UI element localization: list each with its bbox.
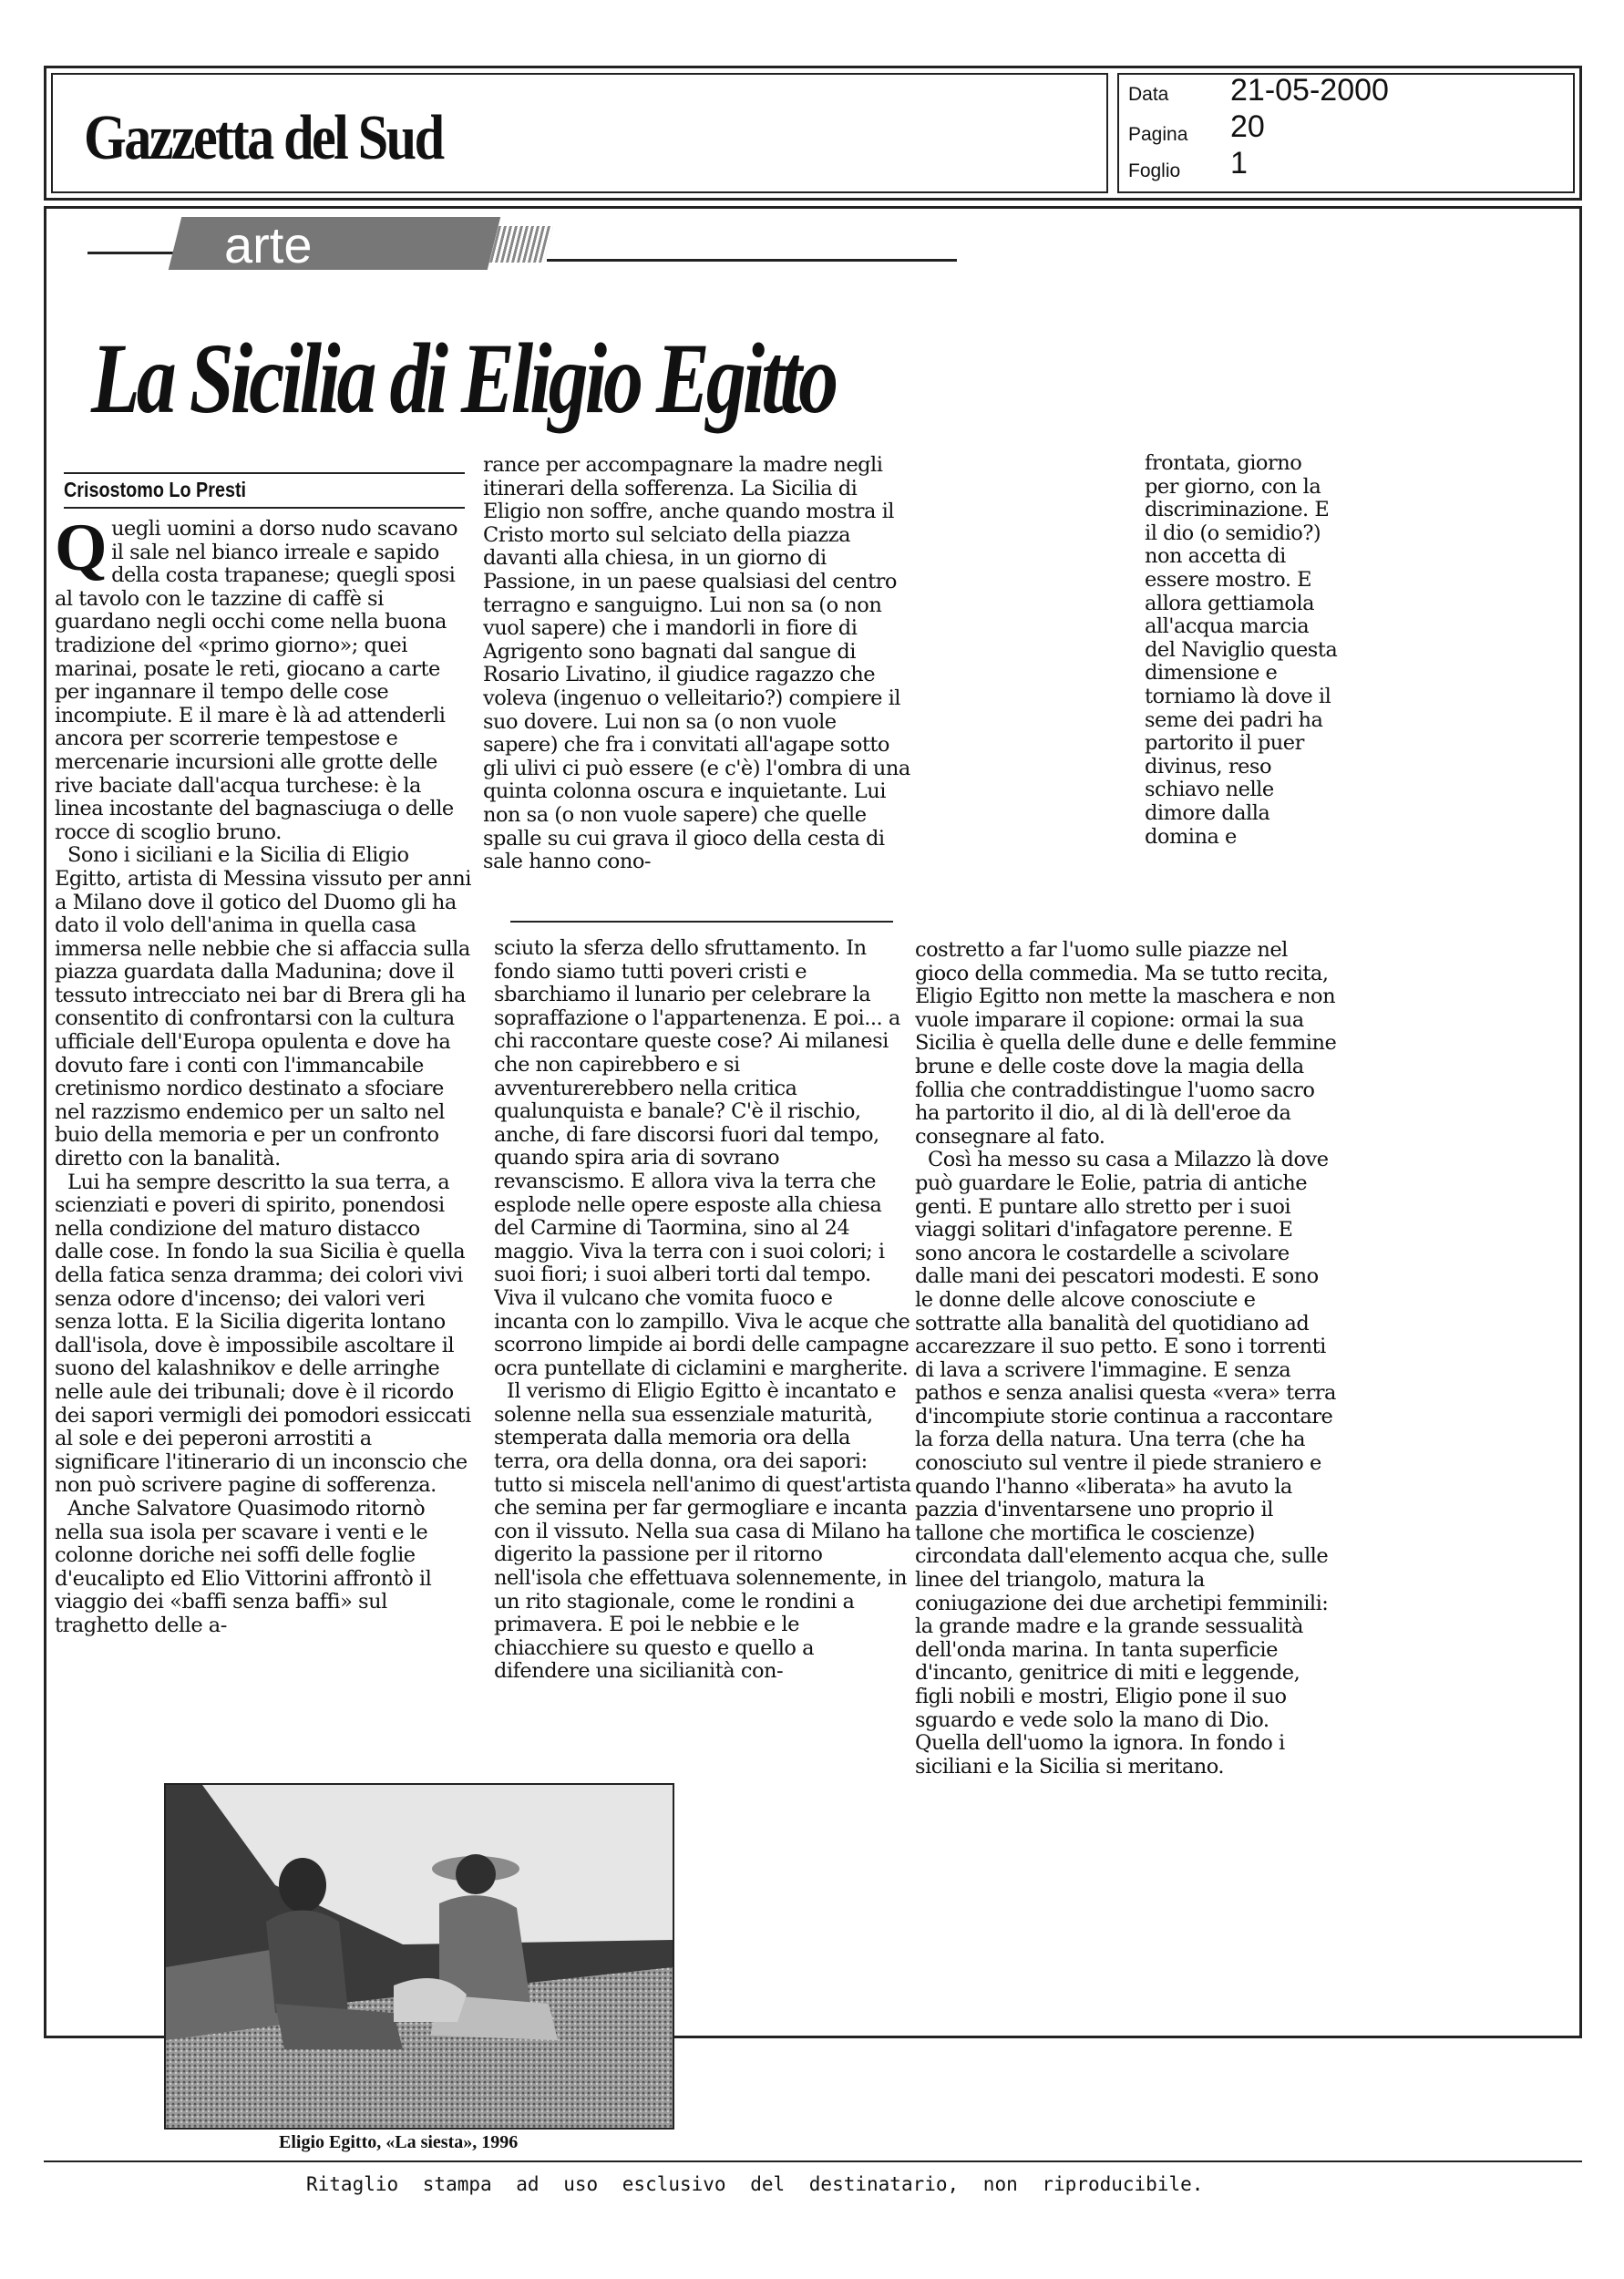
date-label: Data	[1128, 84, 1169, 105]
paragraph: Sono i siciliani e la Sicilia di Eligio Egitto, artista di Messina vissuto per anni a Milano dove il gotico del Duomo gli ha dato il volo dell'anima in quella casa immersa nelle nebbie che si affaccia sulla piazza guardata dalla Madunina; dove il tessuto intrecciato nei bar di Brera gli ha consentito di confrontarsi con la cultura ufficiale dell'Europa opulenta e dove ha dovuto fare i conti con l'immancabile cretinismo nordico destinato a sfociare nel razzismo endemico per un salto nel buio della memoria e per un confronto diretto con la banalità.	[55, 843, 471, 1171]
article-column-1	[55, 518, 474, 1772]
article-column-2-top	[483, 454, 911, 908]
byline: Crisostomo Lo Presti	[64, 478, 247, 501]
paragraph: sciuto la sferza dello sfruttamento. In fondo siamo tutti poveri cristi e sbarchiamo il lunario per celebrare la sopraffazione o l'appartenenza. E poi... a chi raccontare queste cose? Ai milanesi che non capirebbero e si avventurerebbero nella critica qualunquista e banale? C'è il rischio, anche, di fare discorsi fuori dal tempo, quando spira aria di sovrano revanscismo. E allora viva la terra che esplode nelle opere esposte alla chiesa del Carmine di Taormina, sino al 24 maggio. Viva la terra con i suoi colori; i suoi fiori; i suoi alberi torti dal tempo. Viva il vulcano che vomita fuoco e incanta con lo zampillo. Viva le acque che scorrono limpide ai bordi delle campagne ocra puntellate di ciclamini e margherite.	[494, 937, 910, 1380]
siesta-painting-image	[166, 1785, 673, 2128]
section-band	[169, 217, 500, 270]
paragraph: costretto a far l'uomo sulle piazze nel gioco della commedia. Ma se tutto recita, Eligio Egitto non mette la maschera e non vuole imparare il copione: ormai la sua Sicilia è quella delle dune e delle femmine brune e delle coste dove la magia della follia che contraddistingue l'uomo sacro ha partorito il dio, al di là dell'eroe da consegnare al fato.	[915, 939, 1337, 1149]
paragraph: Così ha messo su casa a Milazzo là dove può guardare le Eolie, patria di antiche genti. E puntare allo stretto per i suoi viaggi solitari d'infagatore perenne. E sono ancora le costardelle a scivolare dalle mani dei pescatori modesti. E sono le donne delle alcove conosciute e sottratte alla banalità del quotidiano ad accarezzare il suo petto. E sono i torrenti di lava a scrivere l'immagine. E senza pathos e senza analisi questa «vera» terra d'incompiute storie continua a raccontare la forza della natura. Una terra (che ha conosciuto sul ventre il piede straniero e quando l'hanno «liberata» ha avuto la pazzia d'inventarsene uno proprio il tallone che mortifica le coscienze) circondata dall'elemento acqua che, sulle linee del triangolo, matura la coniugazione dei due archetipi femminili: la grande madre e la grande sessualità dell'onda marina. In tanta superficie d'incanto, genitrice di miti e leggende, figli nobili e mostri, Eligio pone il suo sguardo e vede solo la mano di Dio. Quella dell'uomo la ignora. In fondo i siciliani e la Sicilia si meritano.	[915, 1148, 1336, 1779]
paragraph: Lui ha sempre descritto la sua terra, a scienziati e poveri di spirito, ponendosi nella condizione del maturo distacco dalle cose. In fondo la sua Sicilia è quella della fatica senza dramma; dei colori vivi senza odore d'incenso; dei valori veri senza lotta. E la Sicilia digerita lontano dall'isola, dove è impossibile ascoltare il suono del kalashnikov e delle arringhe nelle aule dei tribunali; dove è il ricordo dei sapori vermigli dei pomodori essiccati al sole e dei peperoni arrostiti a significare l'itinerario di un inconscio che non può scrivere pagine di sofferenza.	[55, 1170, 471, 1498]
paragraph: Quegli uomini a dorso nudo scavano il sale nel bianco irreale e sapido della costa trapanese; quegli sposi al tavolo con le tazzine di caffè si guardano negli occhi come nella buona tradizione del «primo giorno»; quei marinai, posate le reti, giocano a carte per ingannare il tempo delle cose incompiute. E il mare è là ad attenderli ancora per scorrerie tempestose e mercenarie incursioni alle grotte delle rive baciate dall'acqua turchese: è la linea incostante del bagnasciuga o delle rocce di scoglio bruno.	[55, 518, 458, 844]
section-band-hatch	[489, 226, 553, 263]
article-headline: La Sicilia di Eligio Egitto	[91, 323, 836, 434]
artwork-photo	[164, 1783, 674, 2129]
paragraph: frontata, giorno per giorno, con la discriminazione. E il dio (o semidio?) non accetta di essere mostro. E allora gettiamola all'acqua marcia del Naviglio questa dimensione e torniamo là dove il seme dei padri ha partorito il puer divinus, reso schiavo nelle dimore dalla domina e	[1145, 452, 1338, 849]
paragraph: rance per accompagnare la madre negli itinerari della sofferenza. La Sicilia di Eligio non soffre, anche quando mostra il Cristo morto sul selciato della piazza davanti alla chiesa, in un giorno di Passione, in un paese qualsiasi del centro terragno e sanguigno. Lui non sa (o non vuol sapere) che i mandorli in fiore di Agrigento sono bagnati dal sangue di Rosario Livatino, il giudice ragazzo che voleva (ingenuo o velleitario?) compiere il suo dovere. Lui non sa (o non vuole sapere) che fra i convitati all'agape sotto gli ulivi ci può essere (e c'è) l'ombra di una quinta colonna oscura e inquietante. Lui non sa (o non vuole sapere) che quelle spalle su cui grava il gioco della cesta di sale hanno cono-	[483, 454, 910, 874]
page-label: Pagina	[1128, 124, 1188, 145]
section-rule-left	[87, 252, 182, 254]
page-value: 20	[1230, 109, 1265, 144]
date-value: 21-05-2000	[1230, 73, 1389, 108]
article-column-2-bottom	[494, 937, 911, 1820]
section-label: arte	[224, 216, 313, 273]
section-rule-right	[547, 259, 957, 262]
drop-cap: Q	[55, 518, 108, 585]
paragraph: Anche Salvatore Quasimodo ritornò nella sua isola per scavare i venti e le colonne doriche nei soffi delle foglie d'eucalipto ed Elio Vittorini affrontò il viaggio dei «baffi senza baffi» sul traghetto delle a-	[55, 1496, 432, 1637]
sheet-value: 1	[1230, 146, 1248, 180]
paragraph: Il verismo di Eligio Egitto è incantato e solenne nella sua essenziale maturità, stemperata dalla memoria ora della terra, ora della donna, ora dei sapori: tutto si miscela nell'animo di quest'artista che semina per far germogliare e incanta con il vissuto. Nella sua casa di Milano ha digerito la passione per il ritorno nell'isola che effettuava solennemente, in un rito stagionale, come le rondini a primavera. E poi le nebbie e le chiacchiere su questo e quello a difendere una sicilianità con-	[494, 1379, 911, 1684]
footer-rule	[44, 2160, 1582, 2162]
byline-rule-bottom	[64, 507, 465, 509]
article-column-3-bottom	[915, 939, 1338, 1876]
copyright-notice: Ritaglio stampa ad uso esclusivo del destinatario, non riproducibile.	[306, 2173, 1204, 2195]
byline-rule-top	[64, 472, 465, 474]
sheet-label: Foglio	[1128, 160, 1181, 181]
newspaper-masthead: Gazzetta del Sud	[84, 103, 443, 173]
photo-caption: Eligio Egitto, «La siesta», 1996	[279, 2132, 519, 2152]
column-divider	[510, 921, 893, 923]
article-column-3-top	[1145, 452, 1340, 944]
